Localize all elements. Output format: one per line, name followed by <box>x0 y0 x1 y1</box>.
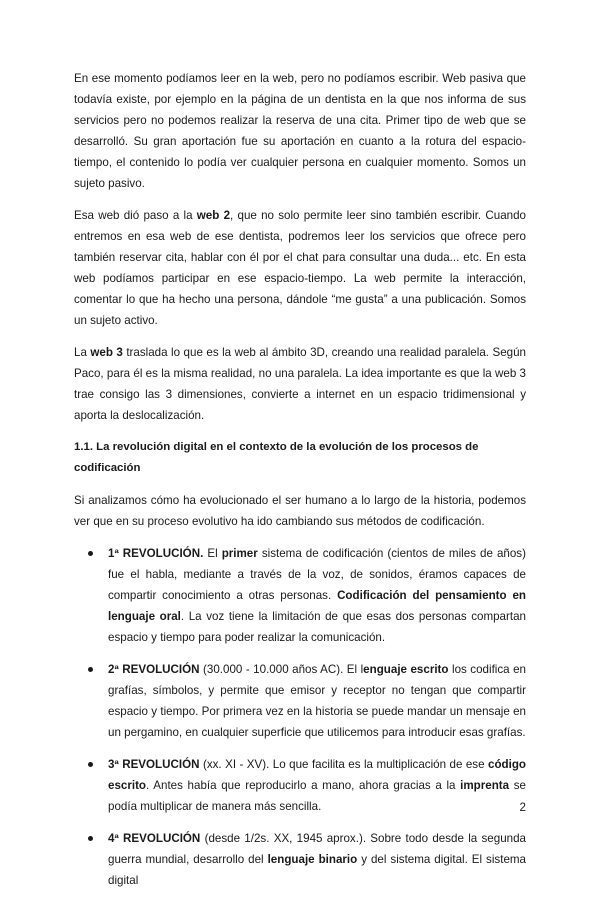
bold-term: lenguaje binario <box>267 853 358 866</box>
item-text: sistema de codificación (cientos de miles de años) fue el habla, mediante a través de la voz, de sonidos, éramos capaces de compartir conocimiento a otras personas. <box>108 547 526 602</box>
bold-term: código escrito <box>108 758 526 792</box>
item-text: (xx. XI - XV). Lo que facilita es la multiplicación de ese <box>199 758 488 771</box>
item-text: El <box>203 547 222 560</box>
paragraph-text: traslada lo que es la web al ámbito 3D, creando una realidad paralela. Según Paco, para él es la misma realidad, no una paralela. La idea importante es que la web 3 trae consigo las 3 dimensiones, convierte a internet en un espacio tridimensional y aporta la deslocalización. <box>74 346 526 422</box>
bullet-icon <box>88 667 93 672</box>
section-heading: 1.1. La revolución digital en el contexto de la evolución de los procesos de codificación <box>74 441 479 474</box>
item-text: (30.000 - 10.000 años AC). El l <box>199 663 364 676</box>
bullet-icon <box>88 836 93 841</box>
item-text: . La voz tiene la limitación de que esas dos personas compartan espacio y tiempo para poder realizar la comunicación. <box>108 610 526 644</box>
bullet-icon <box>88 551 93 556</box>
bold-term: enguaje escrito <box>363 663 449 676</box>
bold-term: web 2 <box>196 209 231 222</box>
paragraph-web-2 <box>74 205 526 331</box>
bold-term: 4ª REVOLUCIÓN <box>108 832 201 845</box>
intro-paragraph <box>74 490 526 532</box>
list-item <box>74 754 526 817</box>
item-text: los codifica en grafías, símbolos, y permite que emisor y receptor no tengan que compartir espacio y tiempo. Por primera vez en la historia se puede mandar un mensaje en un pergamino, en cualquier superficie que utilicemos para introducir esas grafías. <box>108 663 526 739</box>
revolution-list <box>74 543 526 891</box>
bold-term: Codificación del pensamiento en lenguaje oral <box>108 589 526 623</box>
paragraph-text: En ese momento podíamos leer en la web, pero no podíamos escribir. Web pasiva que todavía existe, por ejemplo en la página de un dentista en la que nos informa de sus servicios pero no podemos realizar la reserva de una cita. Primer tipo de web que se desarrolló. Su gran aportación fue su aportación en cuanto a la rotura del espacio-tiempo, el contenido lo podía ver cualquier persona en cualquier momento. Somos un sujeto pasivo. <box>74 72 526 190</box>
paragraph-text: Esa web dió paso a la <box>74 209 197 222</box>
paragraph-web-3 <box>74 342 526 426</box>
item-text: y del sistema digital. El sistema digital <box>108 853 526 887</box>
bold-term: primer <box>221 547 258 560</box>
bold-term: imprenta <box>460 779 510 792</box>
page-number: 2 <box>519 801 526 814</box>
paragraph-text: Si analizamos cómo ha evolucionado el ser humano a lo largo de la historia, podemos ver que en su proceso evolutivo ha ido cambiando sus métodos de codificación. <box>74 494 526 528</box>
bullet-icon <box>88 762 93 767</box>
bold-term: 3ª REVOLUCIÓN <box>108 758 200 771</box>
paragraph-text: , que no solo permite leer sino también escribir. Cuando entremos en esa web de ese dentista, podremos leer los servicios que ofrece pero también reservar cita, hablar con él por el chat para consultar una duda... etc. En esta web podíamos participar en ese espacio-tiempo. La web permite la interacción, comentar lo que ha hecho una persona, dándole “me gusta” a una publicación. Somos un sujeto activo. <box>74 209 526 327</box>
item-text: se podía multiplicar de manera más sencilla. <box>108 779 527 813</box>
bold-term: web 3 <box>90 346 123 359</box>
page-content <box>74 68 526 902</box>
item-text: (desde 1/2s. XX, 1945 aprox.). Sobre todo desde la segunda guerra mundial, desarrollo del <box>108 832 526 866</box>
paragraph-web-1 <box>74 68 526 194</box>
item-text: . Antes había que reproducirlo a mano, ahora gracias a la <box>146 779 461 792</box>
list-item <box>74 659 526 743</box>
list-item <box>74 828 526 891</box>
bold-term: 1ª REVOLUCIÓN. <box>108 547 204 560</box>
list-item <box>74 543 526 648</box>
paragraph-text: La <box>74 346 91 359</box>
bold-term: 2ª REVOLUCIÓN <box>108 663 200 676</box>
